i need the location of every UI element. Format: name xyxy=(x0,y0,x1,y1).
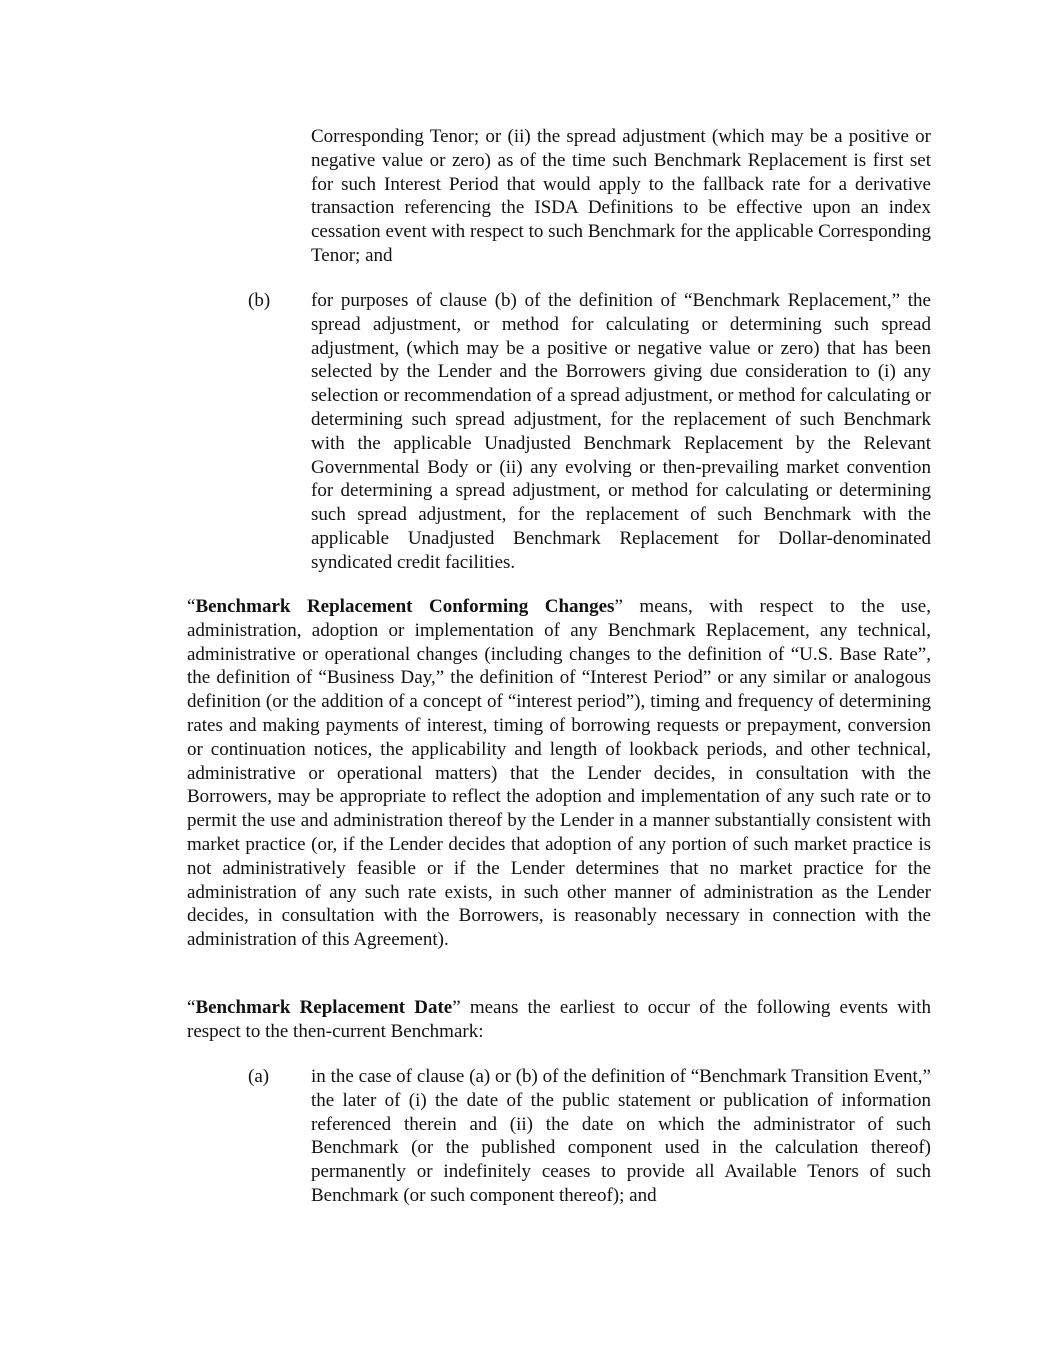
defined-term: Benchmark Replacement Conforming Changes xyxy=(195,596,615,617)
defined-term: Benchmark Replacement Date xyxy=(195,997,453,1018)
definition-text: ” means, with respect to the use, administration, adoption or implementation of any Benchmark Replacement, any technical, administrative or operational changes (including changes to the definition of “U.S. Base Rate”, the definition of “Business Day,” the definition of “Interest Period” or any similar or analogous definition (or the addition of a concept of “interest period”), timing and frequency of determining rates and making payments of interest, timing of borrowing requests or prepayment, conversion or continuation notices, the applicability and length of lookback periods, and other technical, administrative or operational matters) that the Lender decides, in consultation with the Borrowers, may be appropriate to reflect the adoption and implementation of any such rate or to permit the use and administration thereof by the Lender in a manner substantially consistent with market practice (or, if the Lender decides that adoption of any portion of such market practice is not administratively feasible or if the Lender determines that no market practice for the administration of any such rate exists, in such other manner of administration as the Lender decides, in consultation with the Borrowers, is reasonably necessary in connection with the administration of this Agreement). xyxy=(187,596,931,951)
definition-conforming-changes xyxy=(187,595,931,952)
open-quote: “ xyxy=(187,596,196,617)
clause-b-text: for purposes of clause (b) of the definition of “Benchmark Replacement,” the spread adjustment, or method for calculating or determining such spread adjustment, (which may be a positive or negative value or zero) that has been selected by the Lender and the Borrowers giving due consideration to (i) any selection or recommendation of a spread adjustment, or method for calculating or determining such spread adjustment, for the replacement of such Benchmark with the applicable Unadjusted Benchmark Replacement by the Relevant Governmental Body or (ii) any evolving or then-prevailing market convention for determining a spread adjustment, or method for calculating or determining such spread adjustment, for the replacement of such Benchmark with the applicable Unadjusted Benchmark Replacement for Dollar-denominated syndicated credit facilities. xyxy=(311,290,931,573)
definition-text: ” means the earliest to occur of the following events with respect to the then-current Benchmark: xyxy=(187,997,931,1042)
clause-b-label: (b) xyxy=(248,290,271,311)
definition-replacement-date xyxy=(187,996,931,1044)
continuation-paragraph: Corresponding Tenor; or (ii) the spread adjustment (which may be a positive or negative value or zero) as of the time such Benchmark Replacement is first set for such Interest Period that would apply to the fallback rate for a derivative transaction referencing the ISDA Definitions to be effective upon an index cessation event with respect to such Benchmark for the applicable Corresponding Tenor; and xyxy=(311,126,931,266)
open-quote: “ xyxy=(187,997,196,1018)
clause-a-label: (a) xyxy=(248,1066,270,1087)
clause-a-text: in the case of clause (a) or (b) of the definition of “Benchmark Transition Event,” the later of (i) the date of the public statement or publication of information referenced therein and (ii) the date on which the administrator of such Benchmark (or the published component used in the calculation thereof) permanently or indefinitely ceases to provide all Available Tenors of such Benchmark (or such component thereof); and xyxy=(311,1066,931,1206)
